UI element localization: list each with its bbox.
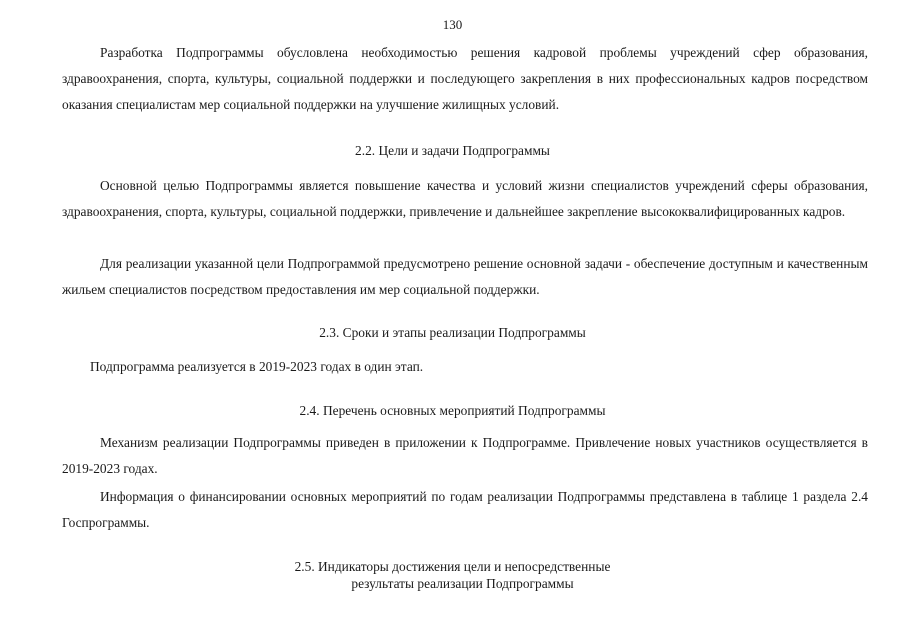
paragraph-implementation-mechanism: Механизм реализации Подпрограммы приведен в приложении к Подпрограмме. Привлечение новых участников осуществляется в 2019-2023 годах.	[62, 435, 868, 476]
paragraph-funding-info: Информация о финансировании основных мероприятий по годам реализации Подпрограммы представлена в таблице 1 раздела 2.4 Госпрограммы.	[62, 489, 868, 530]
section-heading-activities: 2.4. Перечень основных мероприятий Подпрограммы	[299, 403, 606, 418]
section-heading-indicators-line2: результаты реализации Подпрограммы	[351, 576, 574, 591]
paragraph-timeline: Подпрограмма реализуется в 2019-2023 годах в один этап.	[90, 359, 424, 374]
section-heading-indicators-line1: 2.5. Индикаторы достижения цели и непосредственные	[294, 559, 611, 574]
section-heading-goals-tasks: 2.2. Цели и задачи Подпрограммы	[355, 143, 550, 158]
paragraph-main-task: Для реализации указанной цели Подпрограммой предусмотрено решение основной задачи - обеспечение доступным и качественным жильем специалистов посредством предоставления им мер социальной поддержки.	[62, 256, 868, 297]
paragraph-main-goal: Основной целью Подпрограммы является повышение качества и условий жизни специалистов учреждений сферы образования, здравоохранения, спорта, культуры, социальной поддержки, привлечение и дальнейшее закрепление высококвалифицированных кадров.	[62, 178, 868, 219]
section-heading-timeline: 2.3. Сроки и этапы реализации Подпрограммы	[319, 325, 586, 340]
paragraph-subprogram-rationale: Разработка Подпрограммы обусловлена необходимостью решения кадровой проблемы учреждений сфер образования, здравоохранения, спорта, культуры, социальной поддержки и последующего закрепления в них профессиональных кадров посредством оказания специалистам мер социальной поддержки на улучшение жилищных условий.	[62, 45, 868, 112]
page-number: 130	[442, 17, 463, 32]
